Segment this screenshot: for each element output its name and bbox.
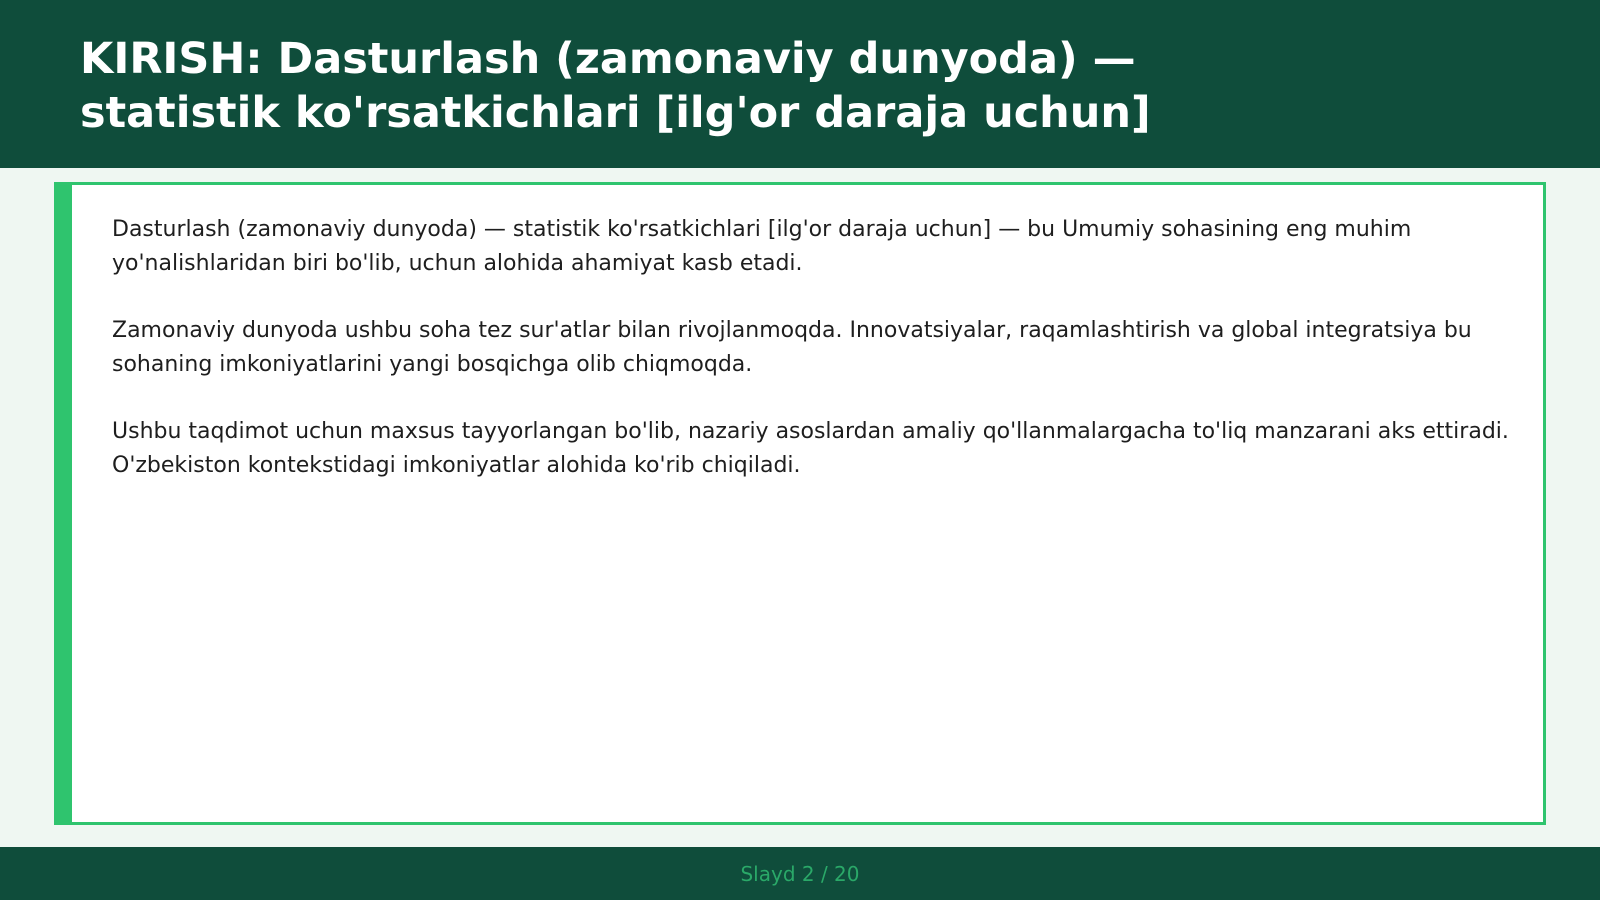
slide-title: KIRISH: Dasturlash (zamonaviy dunyoda) — statistik ko'rsatkichlari [ilg'or daraja uchun]	[80, 34, 1151, 138]
paragraph-intro: Dasturlash (zamonaviy dunyoda) — statistik ko'rsatkichlari [ilg'or daraja uchun] — bu Umumiy sohasining eng muhim yo'nalishlaridan biri bo'lib, uchun alohida ahamiyat kasb etadi.	[112, 217, 1412, 276]
slide-footer	[0, 847, 1600, 900]
slide-header	[0, 0, 1600, 168]
content-card	[54, 182, 1546, 825]
slide-counter: Slayd 2 / 20	[740, 861, 860, 886]
paragraph-development: Zamonaviy dunyoda ushbu soha tez sur'atlar bilan rivojlanmoqda. Innovatsiyalar, raqamlashtirish va global integratsiya bu sohaning imkoniyatlarini yangi bosqichga olib chiqmoqda.	[112, 318, 1472, 377]
paragraph-presentation: Ushbu taqdimot uchun maxsus tayyorlangan bo'lib, nazariy asoslardan amaliy qo'llanmalargacha to'liq manzarani aks ettiradi. O'zbekiston kontekstidagi imkoniyatlar alohida ko'rib chiqiladi.	[112, 419, 1509, 478]
